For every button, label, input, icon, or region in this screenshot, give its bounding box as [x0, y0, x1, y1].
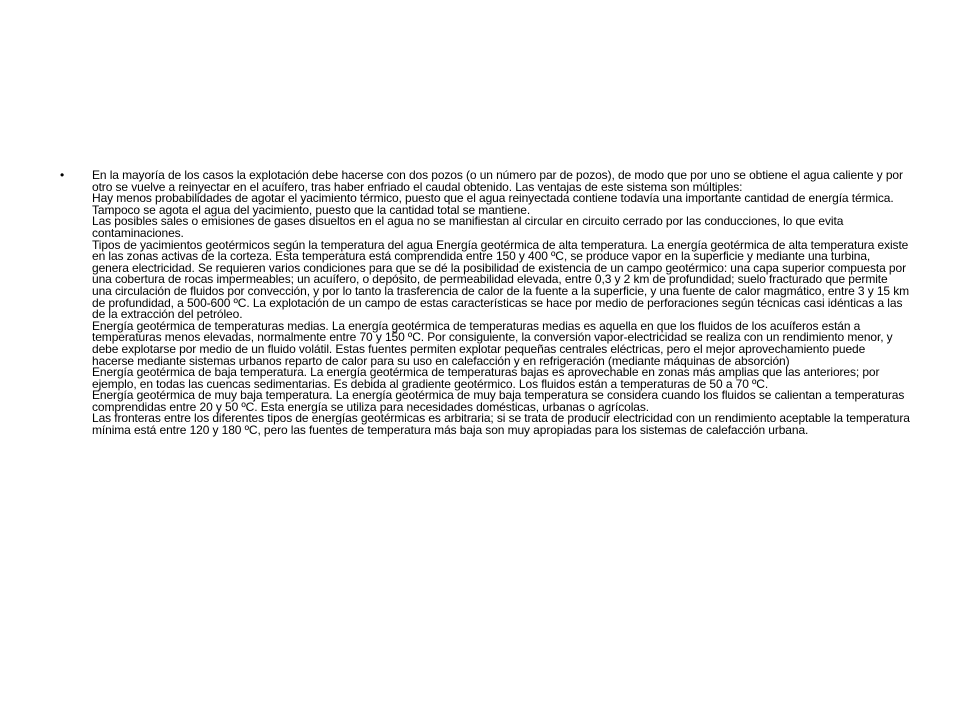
paragraph-medium-temperature: Energía geotérmica de temperaturas medias. La energía geotérmica de temperaturas medias es aquella en que los fluidos de los acuíferos están a temperaturas menos elevadas, normalmente entre 70 y 150 ºC. Por consiguiente, la conversión vapor-electricidad se realiza con un rendimiento menor, y debe explotarse por medio de un fluido volátil. Estas fuentes permiten explotar pequeñas centrales eléctricas, pero el mejor aprovechamiento puede hacerse mediante sistemas urbanos reparto de calor para su uso en calefacción y en refrigeración (mediante máquinas de absorción): [92, 318, 893, 368]
paragraph-low-temperature: Energía geotérmica de baja temperatura. La energía geotérmica de temperaturas bajas es aprovechable en zonas más amplias que las anteriores; por ejemplo, en todas las cuencas sedimentarias. Es debida al gradiente geotérmico. Los fluidos están a temperaturas de 50 a 70 ºC.: [92, 365, 880, 391]
bullet-marker: •: [60, 168, 65, 182]
paragraph-high-temperature: Tipos de yacimientos geotérmicos según la temperatura del agua Energía geotérmica de alta temperatura. La energía geotérmica de alta temperatura existe en las zonas activas de la corteza. Esta temperatura está comprendida entre 150 y 400 ºC, se produce vapor en la superficie y mediante una turbina, genera electricidad. Se requieren varios condiciones para que se dé la posibilidad de existencia de un campo geotérmico: una capa superior compuesta por una cobertura de rocas impermeables; un acuífero, o depósito, de permeabilidad elevada, entre 0,3 y 2 km de profundidad; suelo fracturado que permite una circulación de fluidos por convección, y por lo tanto la trasferencia de calor de la fuente a la superficie, y una fuente de calor magmático, entre 3 y 15 km de profundidad, a 500-600 ºC. La explotación de un campo de estas características se hace por medio de perforaciones según técnicas casi idénticas a las de la extracción del petróleo.: [92, 237, 910, 322]
paragraph-advantage-contamination: Las posibles sales o emisiones de gases disueltos en el agua no se manifiestan al circular en circuito cerrado por las conducciones, lo que evita contaminaciones.: [92, 214, 844, 240]
paragraph-advantage-thermal: Hay menos probabilidades de agotar el yacimiento térmico, puesto que el agua reinyectada contiene todavía una importante cantidad de energía térmica.: [92, 191, 894, 206]
paragraph-advantage-water: Tampoco se agota el agua del yacimiento, puesto que la cantidad total se mantiene.: [92, 202, 531, 217]
paragraph-intro: En la mayoría de los casos la explotación debe hacerse con dos pozos (o un número par de pozos), de modo que por uno se obtiene el agua caliente y por otro se vuelve a reinyectar en el acuífero, tras haber enfriado el caudal obtenido. Las ventajas de este sistema son múltiples:: [92, 168, 903, 194]
bullet-item: [60, 170, 910, 437]
paragraph-very-low-temperature: Energía geotérmica de muy baja temperatura. La energía geotérmica de muy baja temperatura se considera cuando los fluidos se calientan a temperaturas comprendidas entre 20 y 50 ºC. Esta energía se utiliza para necesidades domésticas, urbanas o agrícolas.: [92, 388, 905, 414]
bullet-text: [92, 170, 910, 437]
paragraph-boundaries: Las fronteras entre los diferentes tipos de energías geotérmicas es arbitraria; si se trata de producir electricidad con un rendimiento aceptable la temperatura mínima está entre 120 y 180 ºC, pero las fuentes de temperatura más baja son muy apropiadas para los sistemas de calefacción urbana.: [92, 411, 910, 438]
